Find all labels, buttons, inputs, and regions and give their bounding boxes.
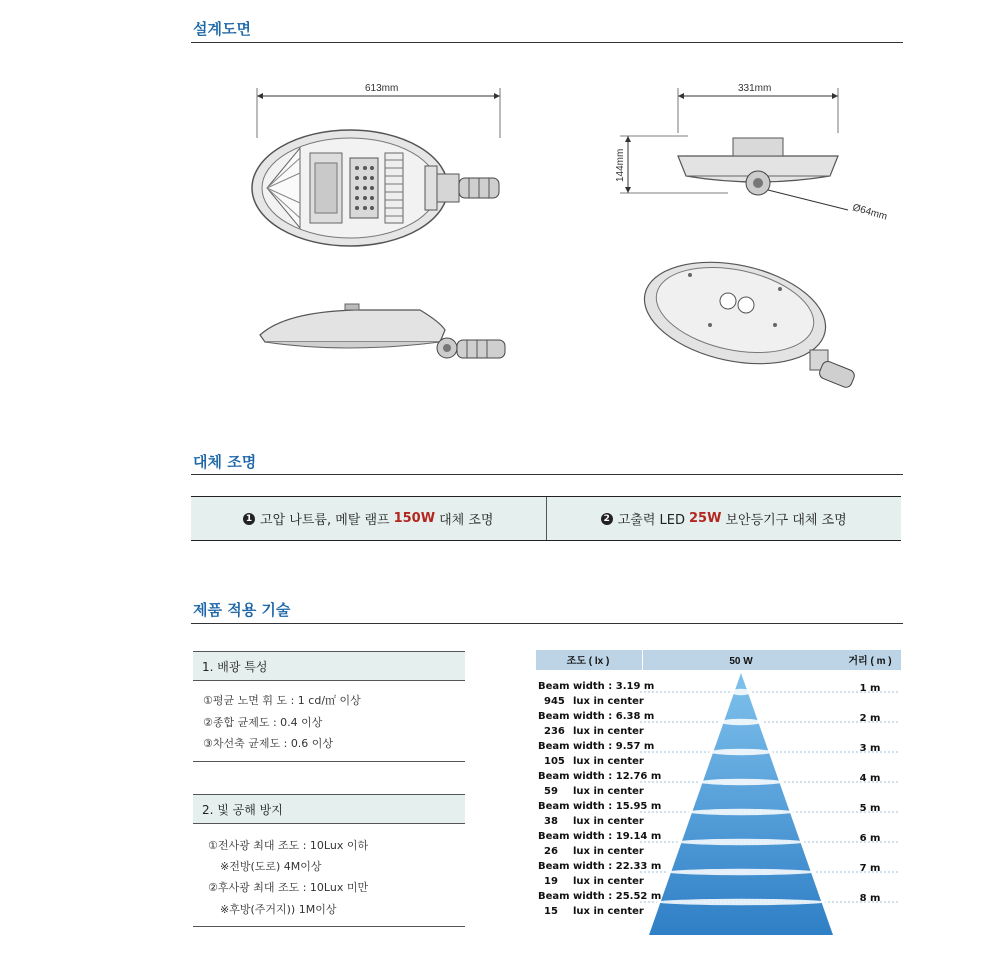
box-divider [193, 926, 465, 927]
distance-label: 8 m [859, 893, 881, 904]
lux-center-label: lux in center [573, 846, 644, 857]
lux-center-label: lux in center [573, 906, 644, 917]
lux-center-label: lux in center [573, 696, 644, 707]
beam-ring [720, 719, 762, 725]
distance-label: 3 m [859, 743, 881, 754]
front-view-drawing [608, 78, 898, 253]
lux-center-label: lux in center [573, 816, 644, 827]
distance-label: 5 m [859, 803, 881, 814]
top-view-drawing [245, 78, 530, 258]
lux-value: 945 [544, 696, 565, 707]
lux-value: 105 [544, 756, 565, 767]
replacement-wattage: 25W [689, 511, 722, 526]
beam-width-label: Beam width : 6.38 m [538, 711, 655, 722]
header-wattage: 50 W [729, 656, 753, 667]
beam-width-label: Beam width : 15.95 m [538, 801, 662, 812]
distance-label: 2 m [859, 713, 881, 724]
lux-value: 38 [544, 816, 558, 827]
light-distribution-header: 1. 배광 특성 [193, 651, 465, 681]
beam-width-label: Beam width : 19.14 m [538, 831, 662, 842]
number-badge: 1 [243, 513, 255, 525]
beam-cone [649, 673, 833, 935]
lux-center-label: lux in center [573, 756, 644, 767]
section-title-technology: 제품 적용 기술 [193, 601, 291, 619]
beam-ring [656, 899, 825, 905]
beam-ring [667, 869, 815, 875]
section-divider [191, 474, 903, 475]
distance-label: 7 m [859, 863, 881, 874]
spec-line: ③차선축 균제도 : 0.6 이상 [203, 737, 334, 750]
replacement-item-1 [191, 497, 546, 540]
replacement-table [191, 496, 901, 541]
beam-width-label: Beam width : 22.33 m [538, 861, 662, 872]
distance-label: 4 m [859, 773, 881, 784]
replacement-text: 고압 나트륨, 메탈 램프 [260, 513, 390, 528]
spec-line: ※후방(주거지)) 1M이상 [220, 903, 337, 916]
number-badge: 2 [601, 513, 613, 525]
beam-width-label: Beam width : 12.76 m [538, 771, 662, 782]
header-distance: 거리 ( m ) [848, 656, 892, 667]
beam-ring [709, 749, 772, 755]
beam-width-label: Beam width : 9.57 m [538, 741, 655, 752]
section-divider [191, 623, 903, 624]
dim-top-width: 613mm [365, 83, 399, 94]
dim-pipe-diameter: Ø64mm [851, 202, 889, 223]
lux-center-label: lux in center [573, 726, 644, 737]
box-divider [193, 761, 465, 762]
dim-side-width: 331mm [738, 83, 772, 94]
replacement-text: 고출력 LED [617, 513, 686, 528]
beam-ring [678, 839, 805, 845]
replacement-text: 대체 조명 [439, 513, 494, 528]
beam-width-label: Beam width : 3.19 m [538, 681, 655, 692]
lux-value: 19 [544, 876, 558, 887]
distance-label: 6 m [859, 833, 881, 844]
spec-line: ①평균 노면 휘 도 : 1 cd/㎡ 이상 [203, 694, 361, 707]
light-distribution-body [193, 682, 465, 760]
lux-center-label: lux in center [573, 786, 644, 797]
beam-distribution-chart [530, 645, 905, 935]
lux-value: 15 [544, 906, 558, 917]
section-title-design: 설계도면 [193, 20, 251, 38]
isometric-drawing [640, 255, 870, 400]
beam-ring [730, 689, 751, 695]
spec-line: ※전방(도로) 4M이상 [220, 860, 322, 873]
side-profile-drawing [245, 280, 535, 380]
replacement-wattage: 150W [393, 511, 436, 526]
light-pollution-body [193, 826, 465, 926]
light-pollution-header: 2. 빛 공해 방지 [193, 794, 465, 824]
beam-width-label: Beam width : 25.52 m [538, 891, 662, 902]
beam-ring [688, 809, 794, 815]
spec-line: ②종합 균제도 : 0.4 이상 [203, 716, 323, 729]
lux-value: 26 [544, 846, 558, 857]
section-divider [191, 42, 903, 43]
header-illuminance: 조도 ( lx ) [566, 656, 610, 667]
replacement-item-2 [546, 497, 902, 540]
lux-center-label: lux in center [573, 876, 644, 887]
spec-line: ②후사광 최대 조도 : 10Lux 미만 [208, 881, 369, 894]
lux-value: 236 [544, 726, 565, 737]
dim-side-height: 144mm [615, 148, 626, 182]
spec-line: ①전사광 최대 조도 : 10Lux 이하 [208, 839, 369, 852]
replacement-text: 보안등기구 대체 조명 [725, 513, 847, 528]
beam-ring [699, 779, 784, 785]
section-title-replacement: 대체 조명 [193, 453, 257, 471]
distance-label: 1 m [859, 683, 881, 694]
lux-value: 59 [544, 786, 558, 797]
